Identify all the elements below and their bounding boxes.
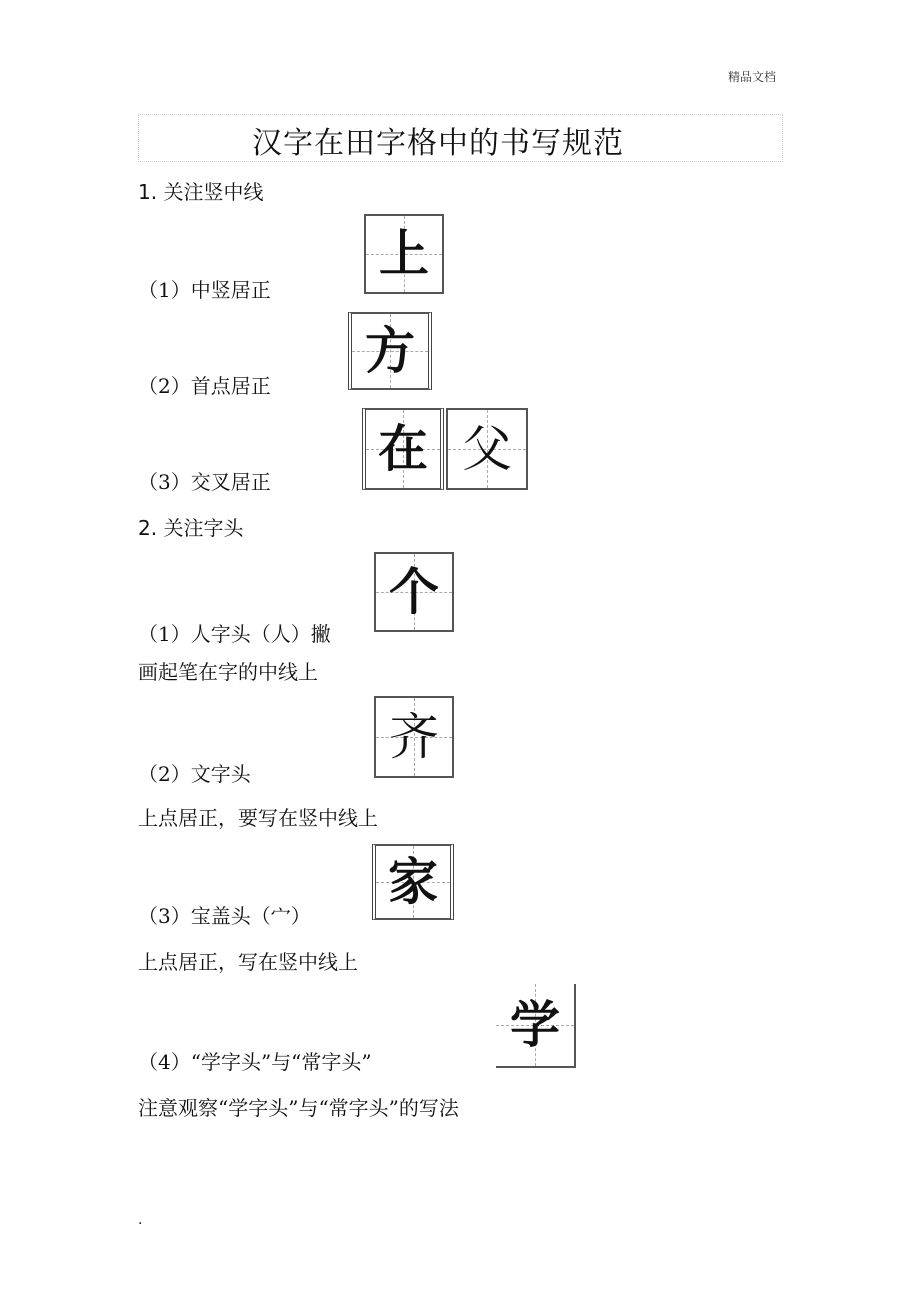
example-character: 齐 bbox=[389, 708, 439, 766]
item-note: 画起笔在字的中线上 bbox=[138, 660, 318, 684]
example-character: 家 bbox=[388, 853, 438, 911]
example-character: 方 bbox=[365, 322, 415, 380]
item-note: 上点居正，要写在竖中线上 bbox=[138, 806, 378, 830]
tianzige-grid bbox=[372, 844, 454, 920]
section-heading-2: 2. 关注字头 bbox=[138, 516, 244, 540]
tianzige-grid bbox=[446, 408, 528, 490]
section-heading-1: 1. 关注竖中线 bbox=[138, 180, 264, 204]
item-note: 上点居正，写在竖中线上 bbox=[138, 950, 358, 974]
example-character: 个 bbox=[389, 563, 439, 621]
item-label: （2）首点居正 bbox=[138, 374, 271, 398]
tianzige-grid bbox=[374, 552, 454, 632]
example-character: 学 bbox=[510, 996, 560, 1054]
example-character: 在 bbox=[378, 420, 428, 478]
item-label: （3）宝盖头（宀） bbox=[138, 904, 311, 928]
page-title: 汉字在田字格中的书写规范 bbox=[252, 126, 624, 161]
tianzige-grid bbox=[496, 984, 576, 1068]
tianzige-grid bbox=[362, 408, 444, 490]
item-note: 注意观察“学字头”与“常字头”的写法 bbox=[138, 1096, 459, 1120]
example-character: 上 bbox=[379, 225, 429, 283]
header-tag: 精品文档 bbox=[728, 70, 777, 84]
item-label: （4）“学字头”与“常字头” bbox=[138, 1050, 372, 1074]
item-label: （1）人字头（人）撇 bbox=[138, 622, 331, 646]
tianzige-grid bbox=[364, 214, 444, 294]
tianzige-grid bbox=[348, 312, 432, 390]
item-label: （2）文字头 bbox=[138, 762, 251, 786]
example-character: 父 bbox=[462, 420, 512, 478]
footer-mark: . bbox=[138, 1212, 143, 1228]
tianzige-grid bbox=[374, 696, 454, 778]
item-label: （3）交叉居正 bbox=[138, 470, 271, 494]
item-label: （1）中竖居正 bbox=[138, 278, 271, 302]
